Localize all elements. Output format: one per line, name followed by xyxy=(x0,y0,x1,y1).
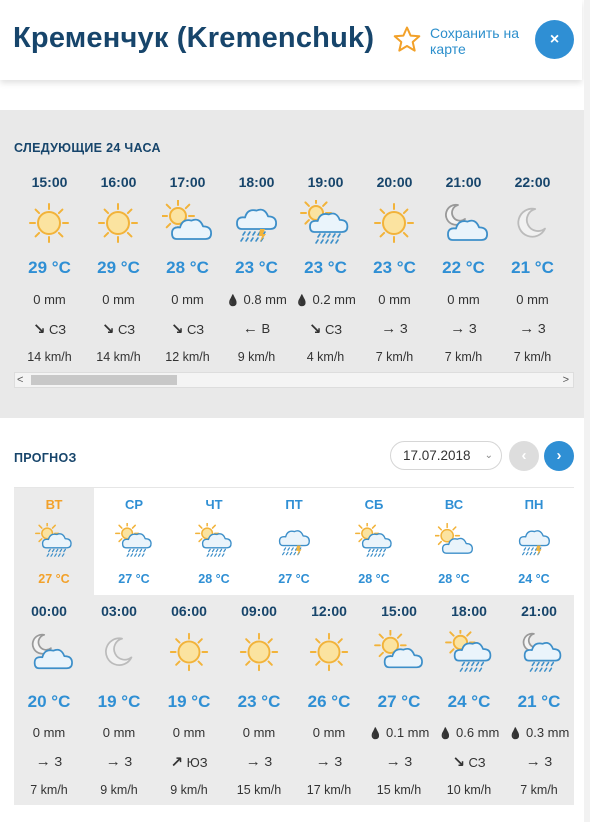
wind-speed: 9 km/h xyxy=(237,350,276,364)
sun-icon xyxy=(24,200,74,246)
wind-speed: 15 km/h xyxy=(376,783,422,797)
wind-speed: 7 km/h xyxy=(444,350,483,364)
wind-direction xyxy=(434,753,504,771)
star-icon[interactable] xyxy=(393,26,421,52)
day-name: ВС xyxy=(444,497,464,512)
hourly-section-title: СЛЕДУЮЩИЕ 24 ЧАСА xyxy=(14,141,161,155)
sun-rain-icon xyxy=(35,523,73,559)
wind-direction xyxy=(291,320,360,338)
wind-arrow-icon: → xyxy=(381,320,397,337)
wind-speed: 14 km/h xyxy=(96,350,141,364)
wind-direction-label: З xyxy=(544,754,553,769)
hour-time: 17:00 xyxy=(169,174,206,190)
hour-time: 15:00 xyxy=(381,603,417,619)
wind-direction-label: В xyxy=(261,321,271,336)
wind-direction-label: СЗ xyxy=(468,755,486,770)
wind-direction xyxy=(498,320,567,337)
day-tab-1[interactable] xyxy=(94,488,174,596)
sun-rain-icon xyxy=(300,200,350,246)
day-tabs xyxy=(14,487,574,595)
temperature: 29 °C xyxy=(28,258,71,277)
thunderstorm-icon xyxy=(275,523,313,559)
wind-direction-label: З xyxy=(404,754,413,769)
sun-rain-icon xyxy=(115,523,153,559)
precipitation-value: 0.3 mm xyxy=(525,725,570,740)
wind-direction-label: З xyxy=(468,321,477,336)
wind-arrow-icon: → xyxy=(315,753,331,770)
precipitation-value: 0.1 mm xyxy=(385,725,430,740)
precipitation-value: 0.6 mm xyxy=(455,725,500,740)
temperature: 22 °C xyxy=(442,258,485,277)
precipitation-value: 0 mm xyxy=(32,725,66,740)
day-tab-0[interactable] xyxy=(14,488,94,596)
scroll-right-icon[interactable]: > xyxy=(562,374,569,386)
wind-direction-label: СЗ xyxy=(325,322,343,337)
sun-rain-icon xyxy=(195,523,233,559)
precipitation-value: 0 mm xyxy=(447,292,480,307)
precipitation-value: 0 mm xyxy=(516,292,549,307)
wind-direction xyxy=(15,320,84,338)
wind-direction-label: СЗ xyxy=(187,322,205,337)
hour-time: 21:00 xyxy=(445,174,482,190)
moon-icon xyxy=(507,200,557,246)
wind-direction xyxy=(364,753,434,770)
precipitation xyxy=(218,292,295,307)
wind-arrow-icon: ↘ xyxy=(308,321,322,338)
sun-icon xyxy=(369,200,419,246)
wind-direction xyxy=(294,753,364,770)
next-day-button[interactable]: › xyxy=(544,441,574,471)
wind-arrow-icon: ↘ xyxy=(32,321,46,338)
moon-cloud-icon xyxy=(438,200,488,246)
sun-cloud-icon xyxy=(374,630,424,674)
precipitation xyxy=(356,292,433,307)
precipitation-value: 0 mm xyxy=(312,725,346,740)
wind-direction xyxy=(153,320,222,338)
temperature: 23 °C xyxy=(304,258,347,277)
day-tab-6[interactable] xyxy=(494,488,574,596)
wind-direction xyxy=(504,753,574,770)
day-hours-panel xyxy=(14,595,574,805)
wind-direction xyxy=(360,320,429,337)
wind-arrow-icon: → xyxy=(245,753,261,770)
temperature: 28 °C xyxy=(166,258,209,277)
wind-speed: 7 km/h xyxy=(513,350,552,364)
hour-time: 09:00 xyxy=(241,603,277,619)
temperature: 29 °C xyxy=(97,258,140,277)
chevron-down-icon: ⌄ xyxy=(484,450,493,461)
sun-icon xyxy=(93,200,143,246)
scroll-thumb[interactable] xyxy=(31,375,177,385)
wind-direction-label: З xyxy=(124,754,133,769)
hour-time: 19:00 xyxy=(307,174,344,190)
precipitation xyxy=(149,292,226,307)
moon-rain-icon xyxy=(514,630,564,674)
precipitation xyxy=(80,725,158,740)
wind-arrow-icon: ↘ xyxy=(452,754,465,771)
raindrop-icon: 💧 xyxy=(438,728,453,740)
wind-arrow-icon: ↘ xyxy=(101,321,115,338)
wind-direction xyxy=(429,320,498,337)
forecast-section-title: ПРОГНОЗ xyxy=(14,451,77,465)
date-select-value: 17.07.2018 xyxy=(403,448,471,463)
hour-time: 12:00 xyxy=(311,603,347,619)
hour-time: 06:00 xyxy=(171,603,207,619)
save-on-map-link[interactable]: Сохранить на карте xyxy=(430,25,519,57)
wind-direction-label: З xyxy=(264,754,273,769)
wind-speed: 7 km/h xyxy=(30,783,68,797)
wind-direction-label: З xyxy=(399,321,408,336)
raindrop-icon: 💧 xyxy=(508,728,523,740)
prev-day-button[interactable]: ‹ xyxy=(509,441,539,471)
sun-icon xyxy=(164,630,214,674)
precipitation xyxy=(494,292,571,307)
close-button[interactable]: × xyxy=(535,20,574,59)
day-name: ЧТ xyxy=(205,497,223,512)
wind-direction-label: ЮЗ xyxy=(186,755,208,770)
precipitation xyxy=(430,725,508,740)
precipitation xyxy=(287,292,364,307)
wind-arrow-icon: → xyxy=(35,753,51,770)
day-temperature: 27 °C xyxy=(118,572,150,586)
precipitation xyxy=(360,725,438,740)
day-temperature: 28 °C xyxy=(438,572,470,586)
page-scrollbar[interactable] xyxy=(584,0,590,822)
wind-direction xyxy=(84,320,153,338)
wind-direction xyxy=(14,753,84,770)
raindrop-icon: 💧 xyxy=(226,295,240,307)
precipitation xyxy=(11,292,88,307)
wind-speed: 15 km/h xyxy=(236,783,282,797)
header xyxy=(0,0,582,80)
wind-speed: 10 km/h xyxy=(446,783,492,797)
wind-arrow-icon: → xyxy=(105,753,121,770)
date-select[interactable] xyxy=(390,441,502,470)
temperature: 24 °C xyxy=(447,692,491,711)
hour-time: 16:00 xyxy=(100,174,137,190)
wind-speed: 9 km/h xyxy=(170,783,208,797)
wind-speed: 9 km/h xyxy=(100,783,138,797)
temperature: 20 °C xyxy=(27,692,71,711)
raindrop-icon: 💧 xyxy=(295,295,309,307)
precipitation xyxy=(425,292,502,307)
temperature: 23 °C xyxy=(235,258,278,277)
wind-arrow-icon: → xyxy=(519,320,535,337)
wind-direction-label: СЗ xyxy=(118,322,136,337)
scroll-left-icon[interactable]: < xyxy=(17,374,24,386)
precipitation-value: 0 mm xyxy=(33,292,66,307)
city-title: Кременчук (Kremenchuk) xyxy=(13,22,375,54)
wind-arrow-icon: → xyxy=(385,753,401,770)
wind-direction xyxy=(84,753,154,770)
day-temperature: 27 °C xyxy=(278,572,310,586)
day-tab-2[interactable] xyxy=(174,488,254,596)
raindrop-icon: 💧 xyxy=(368,728,383,740)
temperature: 23 °C xyxy=(373,258,416,277)
hour-time: 20:00 xyxy=(376,174,413,190)
day-temperature: 27 °C xyxy=(38,572,70,586)
wind-direction xyxy=(224,753,294,770)
day-temperature: 28 °C xyxy=(358,572,390,586)
day-temperature: 28 °C xyxy=(198,572,230,586)
sun-cloud-icon xyxy=(162,200,212,246)
wind-arrow-icon: → xyxy=(450,320,466,337)
sun-icon xyxy=(234,630,284,674)
day-name: ПТ xyxy=(285,497,303,512)
wind-direction-label: СЗ xyxy=(49,322,67,337)
temperature: 23 °C xyxy=(237,692,281,711)
sun-rain-icon xyxy=(444,630,494,674)
hour-time: 15:00 xyxy=(31,174,68,190)
hour-time: 21:00 xyxy=(521,603,557,619)
precipitation-value: 0.2 mm xyxy=(312,292,356,307)
wind-arrow-icon: ↘ xyxy=(170,321,184,338)
wind-direction-label: З xyxy=(334,754,343,769)
day-temperature: 24 °C xyxy=(518,572,550,586)
thunderstorm-icon xyxy=(231,200,281,246)
day-name: СР xyxy=(124,497,144,512)
day-name: СБ xyxy=(364,497,384,512)
sun-icon xyxy=(304,630,354,674)
thunderstorm-icon xyxy=(515,523,553,559)
precipitation-value: 0 mm xyxy=(102,292,135,307)
precipitation xyxy=(150,725,228,740)
hourly-panel xyxy=(0,110,584,418)
precipitation-value: 0 mm xyxy=(378,292,411,307)
day-tab-3[interactable] xyxy=(254,488,334,596)
hour-time: 00:00 xyxy=(31,603,67,619)
wind-direction-label: З xyxy=(537,321,546,336)
hour-time: 18:00 xyxy=(451,603,487,619)
wind-direction-label: З xyxy=(54,754,63,769)
wind-arrow-icon: ↗ xyxy=(170,754,183,771)
hour-time: 18:00 xyxy=(238,174,275,190)
precipitation xyxy=(220,725,298,740)
wind-speed: 12 km/h xyxy=(165,350,210,364)
precipitation-value: 0 mm xyxy=(102,725,136,740)
wind-speed: 7 km/h xyxy=(375,350,414,364)
precipitation-value: 0 mm xyxy=(242,725,276,740)
precipitation xyxy=(10,725,88,740)
precipitation xyxy=(80,292,157,307)
temperature: 21 °C xyxy=(511,258,554,277)
sun-rain-icon xyxy=(355,523,393,559)
temperature: 21 °C xyxy=(517,692,561,711)
temperature: 26 °C xyxy=(307,692,351,711)
wind-direction xyxy=(222,320,291,337)
day-tab-4[interactable] xyxy=(334,488,414,596)
precipitation-value: 0.8 mm xyxy=(243,292,287,307)
sun-cloud-icon xyxy=(435,523,473,559)
wind-arrow-icon: → xyxy=(525,753,541,770)
moon-cloud-icon xyxy=(24,630,74,674)
precipitation-value: 0 mm xyxy=(172,725,206,740)
precipitation xyxy=(500,725,578,740)
moon-icon xyxy=(94,630,144,674)
day-name: ВТ xyxy=(45,497,63,512)
precipitation xyxy=(290,725,368,740)
wind-speed: 7 km/h xyxy=(520,783,558,797)
temperature: 19 °C xyxy=(97,692,141,711)
day-tab-5[interactable] xyxy=(414,488,494,596)
horizontal-scrollbar[interactable] xyxy=(14,372,574,388)
precipitation-value: 0 mm xyxy=(171,292,204,307)
wind-speed: 4 km/h xyxy=(306,350,345,364)
wind-direction xyxy=(154,753,224,771)
day-name: ПН xyxy=(524,497,544,512)
hour-time: 22:00 xyxy=(514,174,551,190)
temperature: 27 °C xyxy=(377,692,421,711)
temperature: 19 °C xyxy=(167,692,211,711)
wind-speed: 14 km/h xyxy=(27,350,72,364)
wind-speed: 17 km/h xyxy=(306,783,352,797)
hour-time: 03:00 xyxy=(101,603,137,619)
wind-arrow-icon: ← xyxy=(242,320,258,337)
